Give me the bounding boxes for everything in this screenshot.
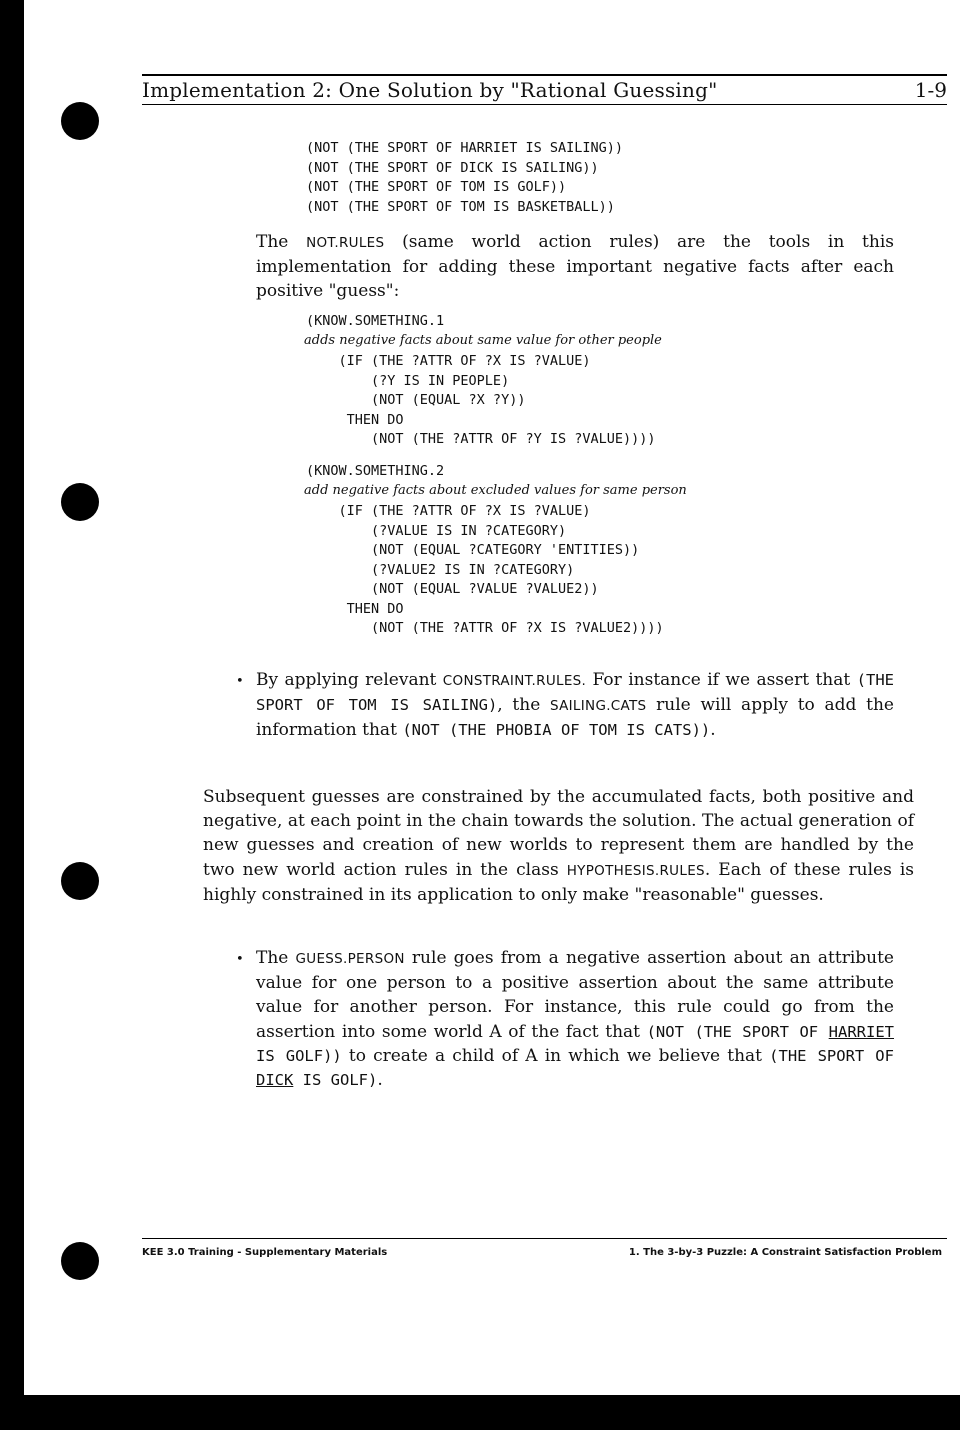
subsequent-guesses-paragraph: Subsequent guesses are constrained by the accumulated facts, both positive and negative, at each point in the chain towards the solution. The actual generation of new guesses and creation of new worlds to represent them are handled by the two new world action rules in the class HYPOTHESIS.RULES. Each of these rules is highly constrained in its application to only make "reasonable" guesses.: [203, 787, 914, 905]
binder-hole: [61, 1242, 99, 1280]
page-number: 1-9: [914, 78, 947, 102]
rule1-name: (KNOW.SOMETHING.1: [306, 313, 445, 329]
negative-facts-code: (NOT (THE SPORT OF HARRIET IS SAILING)) (NOT (THE SPORT OF DICK IS SAILING)) (NOT (THE SPORT OF TOM IS GOLF)) (NOT (THE SPORT OF TOM IS BASKETBALL)): [306, 140, 623, 215]
page-title: Implementation 2: One Solution by "Rational Guessing": [142, 78, 718, 102]
rule2-comment: add negative facts about excluded values for same person: [304, 483, 687, 498]
bullet-marker: •: [236, 952, 244, 967]
rule2-body: (IF (THE ?ATTR OF ?X IS ?VALUE) (?VALUE IS IN ?CATEGORY) (NOT (EQUAL ?CATEGORY 'ENTITIES)) (?VALUE2 IS IN ?CATEGORY) (NOT (EQUAL ?VALUE ?VALUE2)) THEN DO (NOT (THE ?ATTR OF ?X IS ?VALUE2)))): [338, 503, 664, 636]
binder-hole: [61, 862, 99, 900]
constraint-rules-bullet: By applying relevant CONSTRAINT.RULES. For instance if we assert that (THE SPORT OF TOM IS SAILING), the SAILING.CATS rule will apply to add the information that (NOT (THE PHOBIA OF TOM IS CATS)).: [256, 670, 894, 741]
binder-hole: [61, 102, 99, 140]
not-rules-term: NOT.RULES: [306, 235, 385, 251]
rule1-body: (IF (THE ?ATTR OF ?X IS ?VALUE) (?Y IS IN PEOPLE) (NOT (EQUAL ?X ?Y)) THEN DO (NOT (THE ?ATTR OF ?Y IS ?VALUE)))): [338, 353, 656, 447]
guess-person-bullet: The GUESS.PERSON rule goes from a negative assertion about an attribute value for one person to a positive assertion about the same attribute value for another person. For instance, this rule could go from the assertion into some world A of the fact that (NOT (THE SPORT OF HARRIET IS GOLF)) to create a child of A in which we believe that (THE SPORT OF DICK IS GOLF).: [256, 948, 894, 1091]
footer-rule: [142, 1238, 947, 1239]
footer-right: 1. The 3-by-3 Puzzle: A Constraint Satisfaction Problem: [628, 1247, 942, 1258]
rule1-comment: adds negative facts about same value for other people: [304, 333, 662, 348]
rule2-name: (KNOW.SOMETHING.2: [306, 463, 445, 479]
binder-hole: [61, 483, 99, 521]
not-rules-paragraph: The NOT.RULES (same world action rules) are the tools in this implementation for adding these important negative facts after each positive "guess":: [256, 232, 894, 302]
bullet-marker: •: [236, 674, 244, 689]
scan-bottom-edge: [0, 1395, 960, 1430]
page-header: [142, 74, 947, 105]
scan-left-edge: [0, 0, 24, 1395]
footer-left: KEE 3.0 Training - Supplementary Materials: [142, 1247, 388, 1258]
